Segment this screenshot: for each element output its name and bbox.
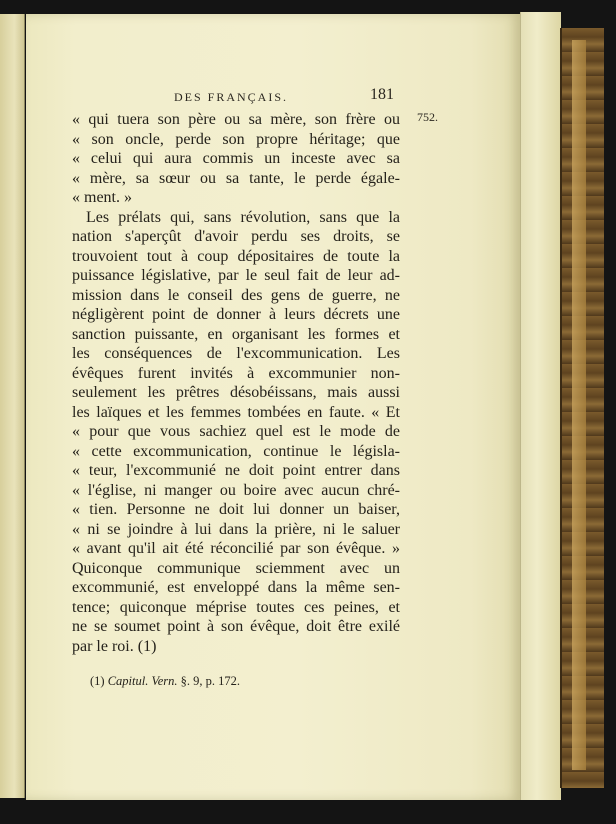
text-line: « l'église, ni manger ou boire avec aucun chré- — [72, 481, 400, 499]
text-line: mission dans le conseil des gens de guerre, ne — [72, 286, 400, 304]
text-line: évêques furent invités à excommunier non- — [72, 364, 400, 382]
text-line: ne se soumet point à son évêque, doit être exilé — [72, 618, 400, 635]
text-line: négligèrent point de donner à leurs décrets une — [72, 306, 400, 323]
footnote-marker: (1) — [90, 674, 105, 688]
text-line: « teur, l'excommunié ne doit point entrer dans — [72, 462, 400, 479]
footnote-reference: §. 9, p. 172. — [180, 674, 240, 688]
paragraph-start-line: Les prélats qui, sans révolution, sans que la — [86, 208, 400, 226]
text-line: « ni se joindre à lui dans la prière, ni le saluer — [72, 520, 400, 538]
text-line: « cette excommunication, continue le législa- — [72, 442, 400, 460]
running-head: DES FRANÇAIS. — [174, 90, 289, 104]
text-line: « tien. Personne ne doit lui donner un baiser, — [72, 501, 400, 518]
page-fore-edge — [520, 12, 561, 800]
text-line: trouvoient tout à coup dépositaires de toute la — [72, 247, 400, 265]
text-line: les conséquences de l'excommunication. Les — [72, 345, 400, 362]
text-line: seulement les prêtres désobéissans, mais aussi — [72, 384, 400, 401]
text-line: sanction puissante, en organisant les formes et — [72, 325, 400, 343]
text-line: par le roi. (1) — [72, 637, 157, 655]
text-line: Quiconque communique sciemment avec un — [72, 559, 400, 577]
text-line: les laïques et les femmes tombées en faute. « Et — [72, 403, 400, 421]
footnote-source: Capitul. Vern. — [107, 674, 178, 688]
footnote — [90, 674, 240, 689]
text-line: « mère, sa sœur ou sa tante, le perde égale- — [72, 169, 400, 187]
body-text — [72, 110, 400, 656]
text-line: « qui tuera son père ou sa mère, son frère ou — [72, 111, 400, 128]
spine-gilding — [572, 40, 586, 770]
text-line: excommunié, est enveloppé dans la même sen- — [72, 579, 400, 596]
text-line: puissance législative, par le seul fait de leur ad- — [72, 267, 400, 284]
text-line: « avant qu'il ait été réconcilié par son évêque. » — [72, 540, 400, 557]
text-line: « celui qui aura commis un inceste avec sa — [72, 150, 400, 167]
text-line: nation s'aperçût d'avoir perdu ses droits, se — [72, 228, 400, 245]
text-line: « son oncle, perde son propre héritage; que — [72, 130, 400, 148]
text-line: « pour que vous sachiez quel est le mode de — [72, 423, 400, 440]
facing-page-edge — [0, 14, 25, 798]
text-line: « ment. » — [72, 189, 132, 206]
text-line: tence; quiconque méprise toutes ces peines, et — [72, 598, 400, 616]
page-number: 181 — [370, 86, 394, 103]
margin-year-note: 752. — [417, 110, 438, 124]
